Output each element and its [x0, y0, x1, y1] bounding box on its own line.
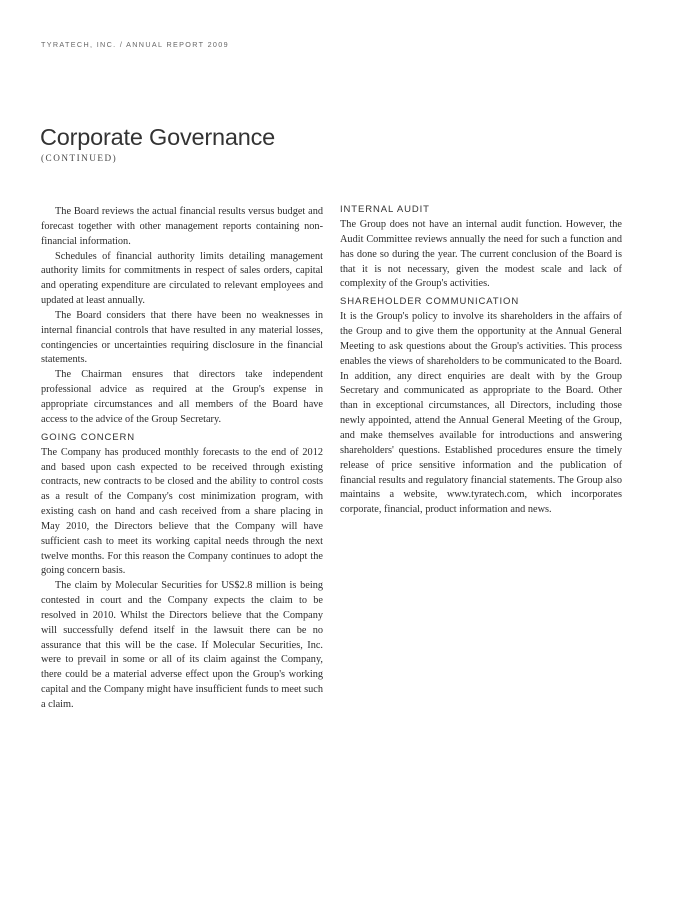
paragraph-authority-limits: Schedules of financial authority limits detailing management authority limits for commitments in respect of sales orders, capital and operating expenditure are circulated to relevant employees and updated at least annually.: [41, 250, 323, 307]
paragraph-going-concern-forecasts: The Company has produced monthly forecasts to the end of 2012 and based upon cash expected to be received through existing contracts, new contracts to be closed and the ability to control costs as a result of the Company's cost minimization program, with existing cash on hand and cash received from a share placing in May 2010, the Directors believe that the Company will have sufficient cash to meet its working capital needs through the next twelve months. For this reason the Company continues to adopt the going concern basis.: [41, 446, 323, 577]
paragraph-independent-advice: The Chairman ensures that directors take independent professional advice as required at the Group's expense in appropriate circumstances and all members of the Board have access to the advice of the Group Secretary.: [41, 369, 323, 425]
paragraph-shareholder-communication: It is the Group's policy to involve its shareholders in the affairs of the Group and to give them the opportunity at the Annual General Meeting to ask questions about the Group's activities. This process enables the views of shareholders to be communicated to the Board. In addition, any direct enquiries are dealt with by the Group Secretary and communicated as appropriate to the Board. Other than in exceptional circumstances, all Directors, including those newly appointed, attend the Annual General Meeting of the Group, and make themselves available for introductions and answering shareholders' questions. Established procedures ensure the timely release of price sensitive information and the publication of financial results and regulatory financial statements. The Group also maintains a website, www.tyratech.com, which incorporates corporate, financial, product information and news.: [340, 311, 622, 516]
heading-internal-audit: INTERNAL AUDIT: [340, 204, 430, 215]
right-column: [340, 203, 622, 518]
paragraph-going-concern-claim: The claim by Molecular Securities for US$2.8 million is being contested in court and the Company expects the claim to be resolved in 2010. Whilst the Directors believe that the Company will successfully defend itself in the lawsuit there can be no assurance that this will be the case. If Molecular Securities, Inc. were to prevail in some or all of its claim against the Company, there could be a material adverse effect upon the Group's working capital and the Company might have insufficient funds to meet such a claim.: [41, 580, 323, 710]
page-subtitle: (CONTINUED): [41, 153, 118, 163]
left-column: [41, 203, 323, 713]
page-title: Corporate Governance: [40, 124, 276, 150]
running-head: TYRATECH, INC. / ANNUAL REPORT 2009: [41, 40, 229, 49]
paragraph-financial-review: The Board reviews the actual financial results versus budget and forecast together with other management reports containing non-financial information.: [41, 206, 323, 247]
heading-going-concern: GOING CONCERN: [41, 431, 136, 443]
paragraph-internal-audit: The Group does not have an internal audit function. However, the Audit Committee reviews annually the need for such a function and has done so during the year. The current conclusion of the Board is that it is not necessary, given the modest scale and lack of complexity of the Group's activities.: [340, 219, 622, 290]
heading-shareholder-communication: SHAREHOLDER COMMUNICATION: [340, 296, 520, 308]
paragraph-internal-controls: The Board considers that there have been no weaknesses in internal financial controls that have resulted in any material losses, contingencies or uncertainties requiring disclosure in the financial statements.: [41, 309, 323, 366]
